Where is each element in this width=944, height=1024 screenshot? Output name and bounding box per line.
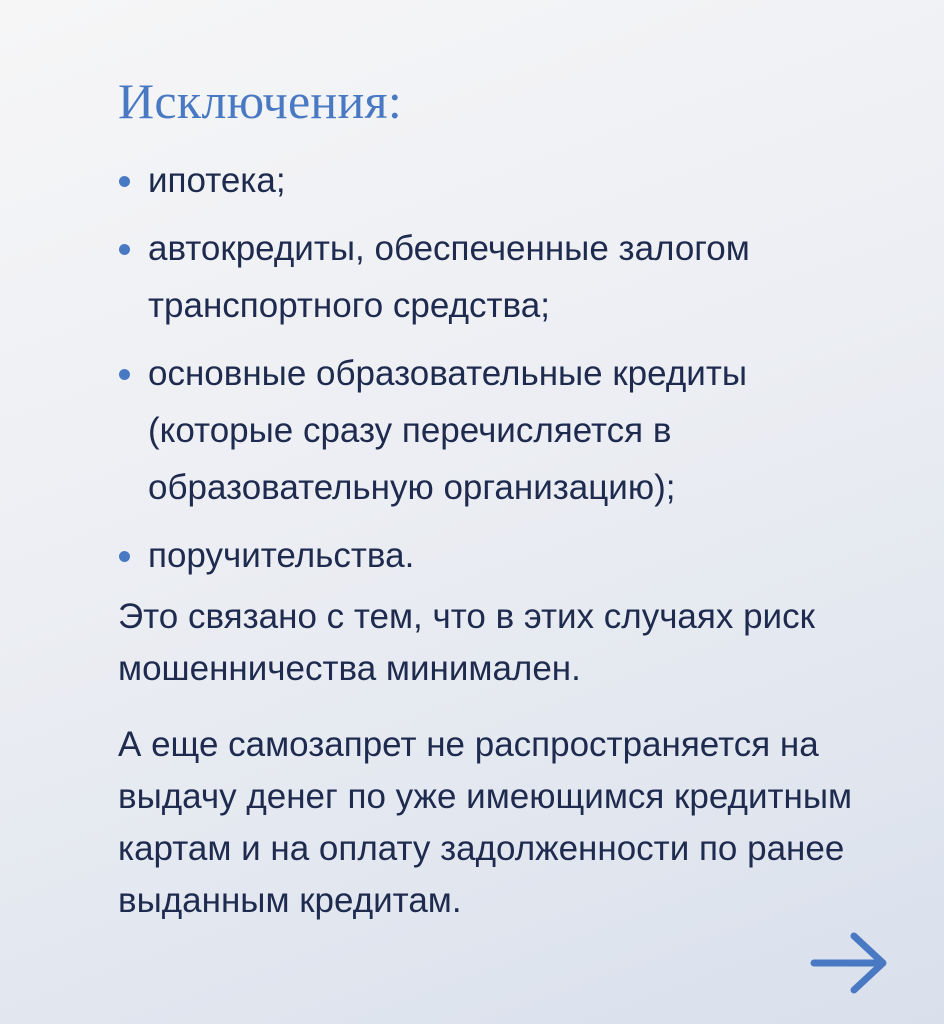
bullet-dot-icon [119, 551, 130, 562]
list-item [118, 527, 898, 584]
explanation-paragraph: Это связано с тем, что в этих случаях риск мошенничества минимален. [118, 597, 815, 688]
list-item-text: поручительства. [148, 536, 415, 575]
bullet-dot-icon [119, 369, 130, 380]
list-item-text: основные образовательные кредиты (которые сразу перечисляется в образовательную организацию); [148, 354, 747, 507]
list-item [118, 220, 898, 334]
list-item [118, 152, 898, 209]
bullet-dot-icon [119, 176, 130, 187]
exceptions-list [118, 152, 898, 595]
slide-title: Исключения: [118, 73, 403, 129]
list-item [118, 345, 898, 516]
additional-note-paragraph: А еще самозапрет не распространяется на выдачу денег по уже имеющимся кредитным картам и на оплату задолженности по ранее выданным кредитам. [118, 725, 853, 920]
bullet-dot-icon [119, 244, 130, 255]
list-item-text: ипотека; [148, 161, 286, 200]
arrow-right-icon[interactable] [808, 928, 892, 998]
list-item-text: автокредиты, обеспеченные залогом транспортного средства; [148, 229, 750, 325]
